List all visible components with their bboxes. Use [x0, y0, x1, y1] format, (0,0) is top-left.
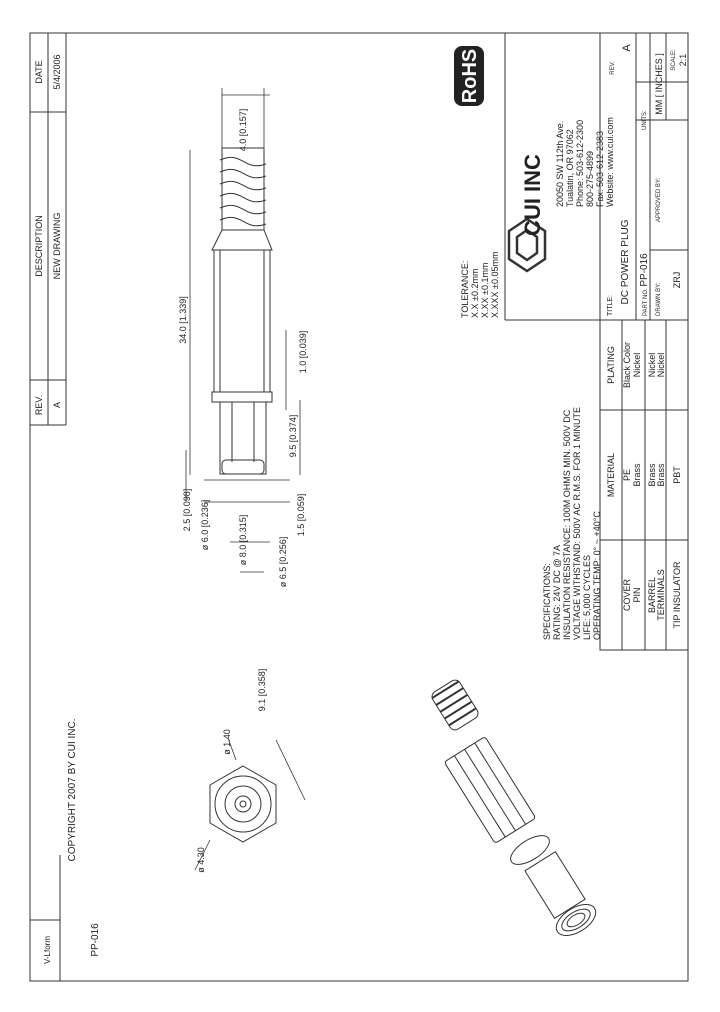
end-view-labels — [196, 669, 267, 873]
mat-row1-plating: Black Color — [622, 341, 632, 389]
mat-row4-material: Brass — [656, 463, 666, 487]
date-value: 5/4/2006 — [52, 54, 62, 90]
materials-table — [600, 320, 688, 650]
spec-line-3: VOLTAGE WITHSTAND: 500V AC R.M.S. FOR 1 MINUTE — [572, 406, 582, 640]
side-label-bottom: V-Lform — [43, 935, 52, 965]
units-value: MM [ INCHES ] — [654, 53, 664, 115]
approved-label: APPROVED BY: — [656, 177, 662, 223]
rohs-text: RoHS — [459, 48, 481, 104]
mat-row2-plating: Nickel — [632, 352, 642, 378]
rev-header: REV. — [34, 394, 44, 416]
rev-value-title: A — [621, 44, 633, 52]
dim-body: 34.0 [1.339] — [178, 296, 188, 344]
address-line-5: Fax: 503-612-2383 — [595, 130, 605, 207]
mat-row4-part: TERMINALS — [656, 569, 666, 621]
title-value: DC POWER PLUG — [620, 219, 631, 305]
plug-side-view — [212, 148, 272, 474]
drawn-label: DRAWN BY: — [656, 282, 662, 316]
plug-body — [214, 250, 270, 392]
spec-line-4: LIFE: 5,000 CYCLES — [582, 554, 592, 640]
tolerance-block — [460, 252, 500, 318]
tolerance-line-3: X.XXX ±0.05mm — [490, 251, 500, 318]
mat-row3-part: BARREL — [647, 576, 657, 614]
spec-line-2: INSULATION RESISTANCE: 100M OHMS MIN. 500V DC — [562, 409, 572, 640]
dim-outer: ø 4.30 — [196, 847, 206, 873]
address-line-3: Phone: 503-612-2300 — [575, 119, 585, 207]
dim-tip: 2.5 [0.098] — [182, 488, 192, 532]
dim-step: 1.0 [0.039] — [298, 330, 308, 374]
description-header: DESCRIPTION — [34, 215, 44, 277]
date-header: DATE — [34, 60, 44, 84]
spec-line-1: RATING: 24V DC @ 7A — [552, 545, 562, 640]
mat-row4-plating: Nickel — [656, 352, 666, 378]
side-label-top: PP-016 — [90, 923, 101, 957]
title-label: TITLE: — [607, 294, 614, 316]
scale-value: 2:1 — [678, 53, 688, 67]
scale-label: SCALE: — [671, 49, 677, 71]
mat-header-plating: PLATING — [606, 346, 616, 384]
spec-line-5: OPERATING TEMP: 0° ~ +40°C — [592, 511, 602, 640]
tolerance-line-1: X.X ±0.2mm — [470, 268, 480, 318]
mat-row1-material: PE — [622, 468, 632, 482]
mat-row2-part: PIN — [632, 587, 642, 603]
rohs-badge — [454, 46, 484, 106]
dim-across: 9.1 [0.358] — [257, 668, 267, 712]
dim-pin: ø 1.40 — [222, 729, 232, 755]
plug-3d-view — [430, 678, 601, 942]
drawn-value: ZRJ — [672, 271, 682, 289]
specifications-block — [542, 407, 602, 640]
spec-title: SPECIFICATIONS: — [542, 563, 552, 640]
mat-header-material: MATERIAL — [606, 452, 616, 498]
plug-barrel — [220, 402, 266, 474]
dim-gap: 1.5 [0.059] — [296, 493, 306, 537]
mat-row1-part: COVER — [622, 578, 632, 612]
cui-logo-text: CUI INC — [520, 154, 545, 236]
rev-value: A — [52, 401, 62, 409]
address-line-4: 800-275-4899 — [585, 150, 595, 207]
dim-od: ø 8.0 [0.315] — [238, 514, 248, 566]
dim-barrel-len: 9.5 [0.374] — [288, 414, 298, 458]
mat-row2-material: Brass — [632, 463, 642, 487]
dimension-labels — [178, 109, 308, 588]
title-block — [454, 33, 688, 320]
part-value: PP-016 — [639, 253, 650, 287]
rev-label: REV. — [610, 61, 616, 75]
strain-relief-spring — [212, 148, 272, 250]
dim-spring: 4.0 [0.157] — [238, 108, 248, 152]
address-line-2: Tualatin, OR 97062 — [565, 129, 575, 207]
address-line-1: 20050 SW 112th Ave. — [555, 120, 565, 207]
tolerance-title: TOLERANCE: — [460, 260, 470, 318]
units-label: UNITS: — [642, 110, 648, 130]
part-label: PART NO. — [643, 288, 649, 316]
dim-id: ø 6.0 [0.236] — [200, 499, 210, 551]
mat-row5-part: TIP INSULATOR — [672, 561, 682, 629]
mat-row3-material: Brass — [647, 463, 657, 487]
address-block — [555, 117, 615, 207]
plug-collar — [212, 392, 272, 402]
mat-row5-material: PBT — [672, 466, 682, 484]
plug-end-view — [195, 738, 305, 870]
mat-row3-plating: Nickel — [647, 352, 657, 378]
dimension-lines — [186, 88, 300, 572]
description-value: NEW DRAWING — [52, 212, 62, 280]
dim-collar: ø 6.5 [0.256] — [278, 536, 288, 588]
copyright-text: COPYRIGHT 2007 BY CUI INC. — [67, 718, 78, 862]
address-line-6: Website: www.cui.com — [605, 117, 615, 207]
revision-table — [30, 33, 66, 425]
tolerance-line-2: X.XX ±0.1mm — [480, 262, 490, 318]
side-labels — [30, 718, 101, 981]
